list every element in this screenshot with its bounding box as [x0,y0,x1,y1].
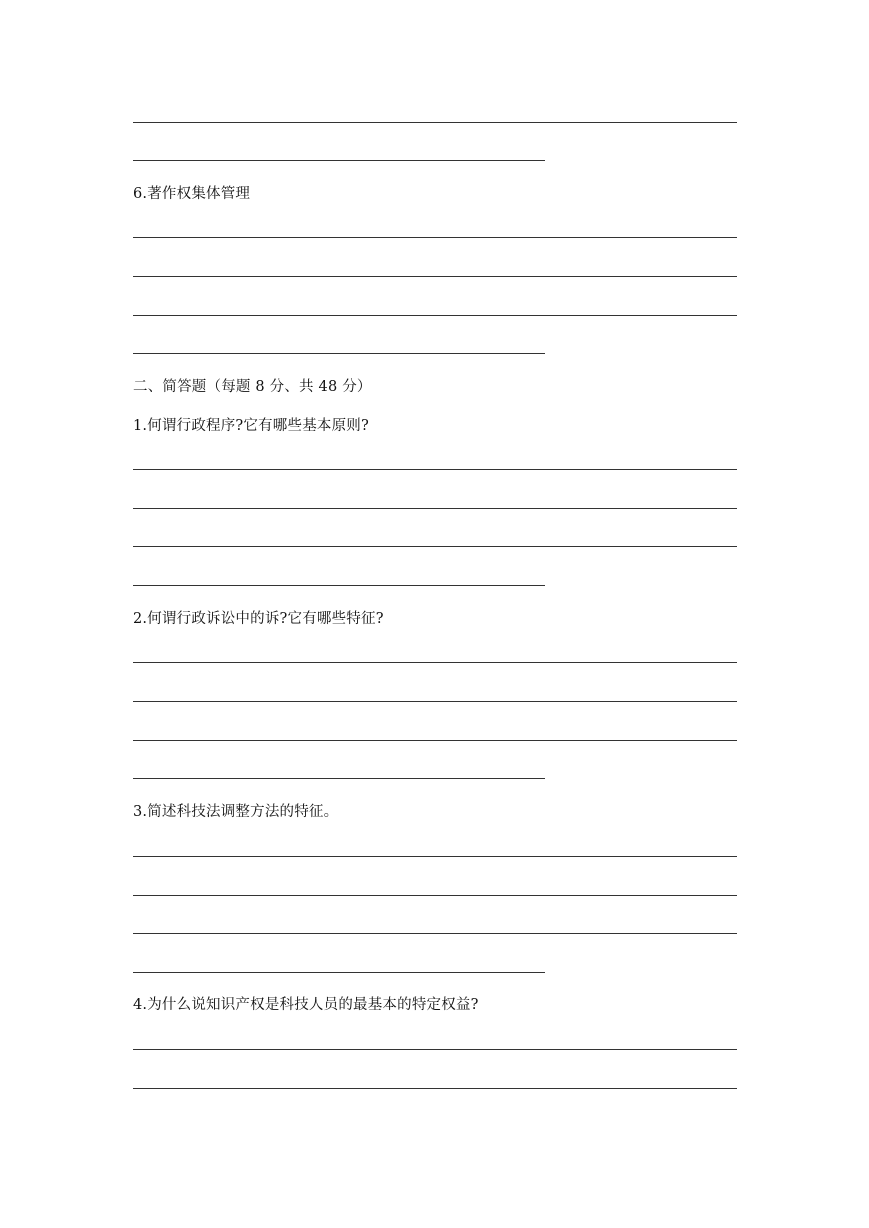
answer-line [133,895,737,896]
question-text: 1.何谓行政程序?它有哪些基本原则? [133,418,369,434]
answer-line [133,933,737,934]
answer-line [133,237,737,238]
question-text: 2.何谓行政诉讼中的诉?它有哪些特征? [133,611,384,627]
question-text: 二、简答题（每题 8 分、共 48 分） [133,379,372,395]
answer-line [133,353,545,354]
question-text: 3.简述科技法调整方法的特征。 [133,804,339,820]
answer-line [133,1049,737,1050]
answer-line [133,160,545,161]
answer-line [133,972,545,973]
answer-line [133,508,737,509]
answer-line [133,276,737,277]
answer-line [133,585,545,586]
answer-line [133,469,737,470]
answer-line [133,778,545,779]
answer-line [133,701,737,702]
answer-line [133,856,737,857]
answer-line [133,122,737,123]
answer-line [133,1088,737,1089]
question-text: 4.为什么说知识产权是科技人员的最基本的特定权益? [133,997,479,1013]
answer-line [133,740,737,741]
answer-line [133,315,737,316]
question-text: 6.著作权集体管理 [133,186,251,202]
answer-line [133,546,737,547]
answer-line [133,662,737,663]
